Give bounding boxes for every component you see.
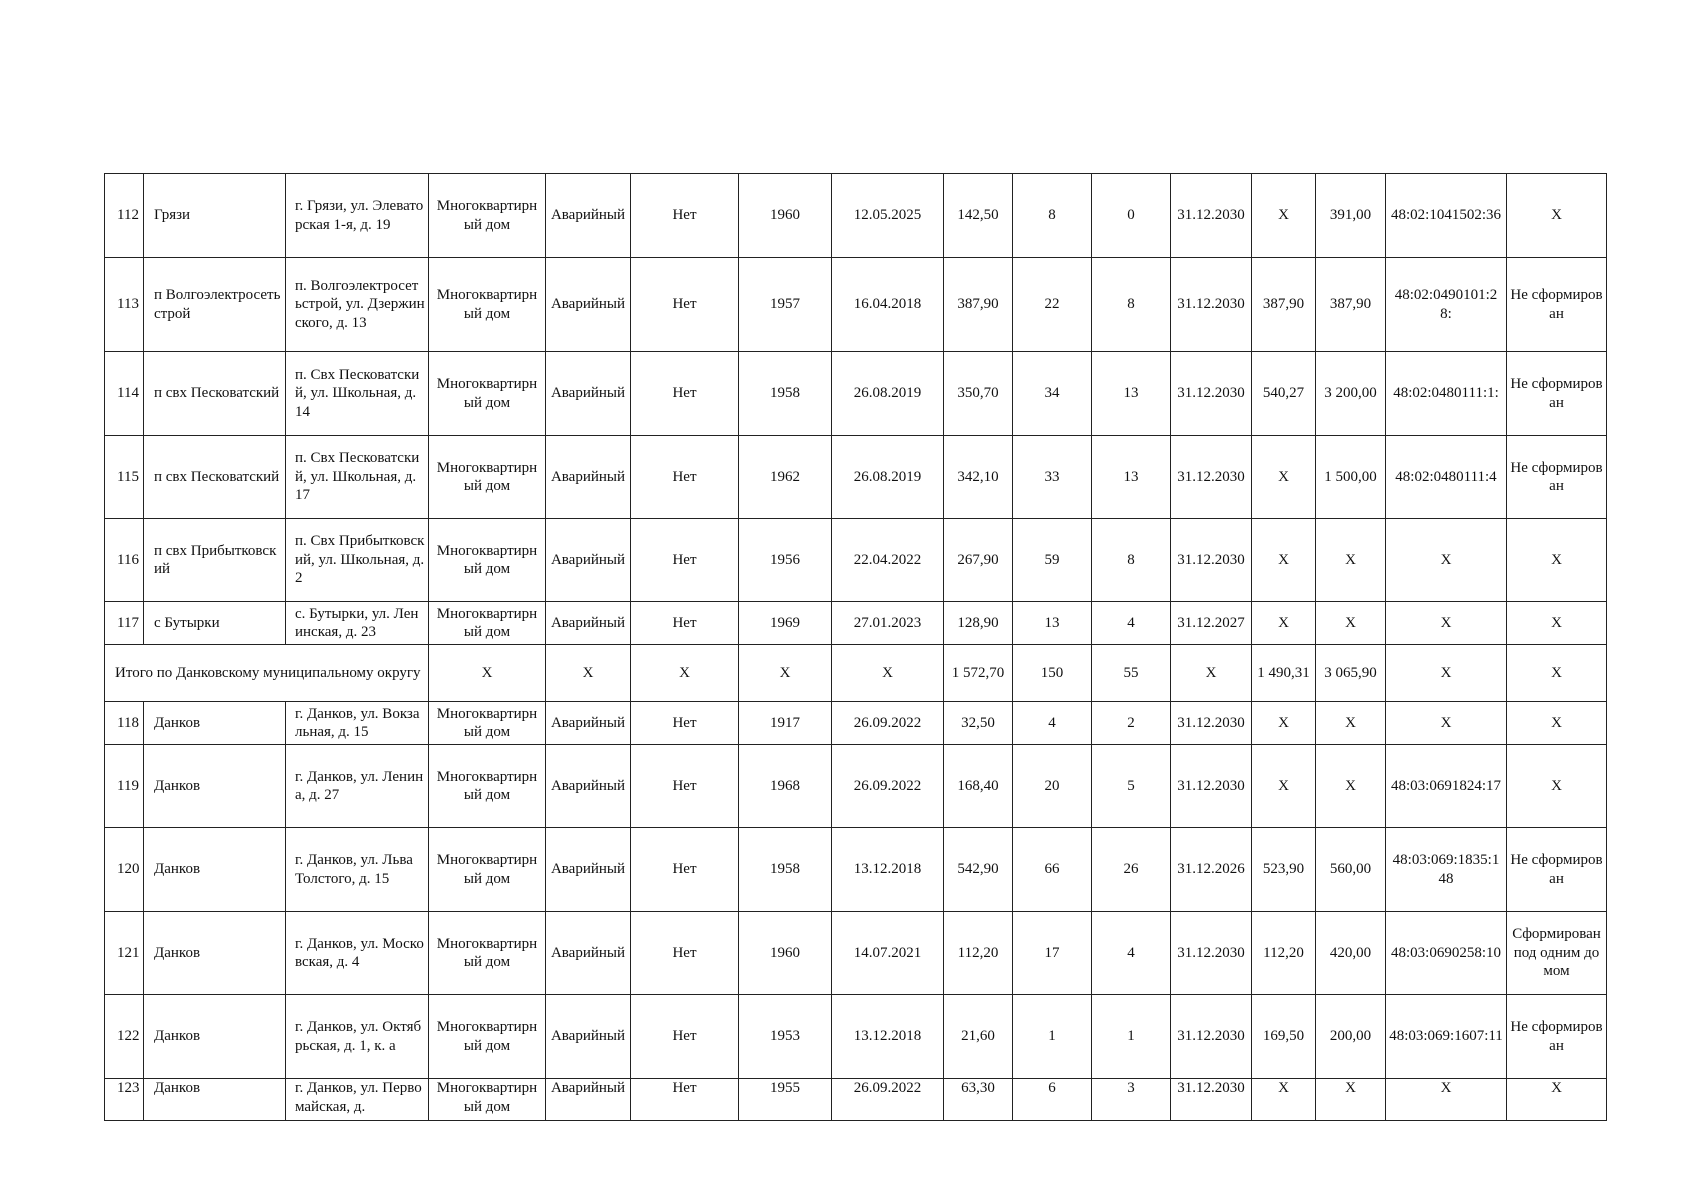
cell-building-type: Многоквартирный дом <box>429 174 546 258</box>
cell-land-area: 523,90 <box>1252 828 1316 912</box>
table-row <box>105 702 1607 745</box>
cell-residents-count: 33 <box>1013 436 1092 519</box>
cell-land-area: X <box>1252 702 1316 745</box>
cell-address: г. Данков, ул. Льва Толстого, д. 15 <box>286 828 429 912</box>
cell-cadastral-number: 48:03:069:1835:148 <box>1386 828 1507 912</box>
total-cell-recognition-date: X <box>832 645 944 702</box>
cell-building-type: Многоквартирный дом <box>429 258 546 352</box>
cell-cadastral-number: 48:02:1041502:36 <box>1386 174 1507 258</box>
cell-address: с. Бутырки, ул. Ленинская, д. 23 <box>286 602 429 645</box>
table-row <box>105 1079 1607 1121</box>
cell-settlement: Данков <box>144 995 286 1079</box>
cell-resettlement-deadline: 31.12.2026 <box>1171 828 1252 912</box>
housing-registry-table <box>104 173 1607 1121</box>
cell-land-plot-status: X <box>1507 519 1607 602</box>
cell-residents-count: 4 <box>1013 702 1092 745</box>
cell-living-area: 21,60 <box>944 995 1013 1079</box>
cell-row-number: 114 <box>105 352 144 436</box>
cell-apartments-count: 3 <box>1092 1079 1171 1121</box>
cell-land-plot-area: X <box>1316 745 1386 828</box>
cell-living-area: 32,50 <box>944 702 1013 745</box>
total-cell-cadastral-number: X <box>1386 645 1507 702</box>
cell-address: г. Данков, ул. Вокзальная, д. 15 <box>286 702 429 745</box>
cell-condition: Аварийный <box>546 174 631 258</box>
cell-build-year: 1960 <box>739 912 832 995</box>
cell-building-type: Многоквартирный дом <box>429 995 546 1079</box>
cell-heritage-status: Нет <box>631 745 739 828</box>
cell-land-area: 112,20 <box>1252 912 1316 995</box>
cell-land-plot-area: 200,00 <box>1316 995 1386 1079</box>
cell-residents-count: 22 <box>1013 258 1092 352</box>
cell-building-type: Многоквартирный дом <box>429 912 546 995</box>
cell-building-type: Многоквартирный дом <box>429 602 546 645</box>
cell-living-area: 542,90 <box>944 828 1013 912</box>
cell-recognition-date: 27.01.2023 <box>832 602 944 645</box>
cell-building-type: Многоквартирный дом <box>429 519 546 602</box>
cell-cadastral-number: 48:02:0480111:4 <box>1386 436 1507 519</box>
cell-condition: Аварийный <box>546 828 631 912</box>
cell-heritage-status: Нет <box>631 519 739 602</box>
cell-land-plot-area: 3 200,00 <box>1316 352 1386 436</box>
table-row <box>105 519 1607 602</box>
cell-row-number: 112 <box>105 174 144 258</box>
cell-row-number: 119 <box>105 745 144 828</box>
cell-build-year: 1956 <box>739 519 832 602</box>
cell-build-year: 1957 <box>739 258 832 352</box>
cell-land-plot-status: Сформирован под одним домом <box>1507 912 1607 995</box>
total-cell-residents-count: 150 <box>1013 645 1092 702</box>
cell-address: г. Данков, ул. Первомайская, д. <box>286 1079 429 1121</box>
cell-resettlement-deadline: 31.12.2027 <box>1171 602 1252 645</box>
cell-living-area: 267,90 <box>944 519 1013 602</box>
cell-heritage-status: Нет <box>631 602 739 645</box>
cell-land-plot-status: Не сформирован <box>1507 828 1607 912</box>
cell-living-area: 63,30 <box>944 1079 1013 1121</box>
cell-land-plot-area: 1 500,00 <box>1316 436 1386 519</box>
cell-apartments-count: 4 <box>1092 602 1171 645</box>
cell-cadastral-number: 48:03:069:1607:11 <box>1386 995 1507 1079</box>
cell-settlement: с Бутырки <box>144 602 286 645</box>
cell-resettlement-deadline: 31.12.2030 <box>1171 258 1252 352</box>
table-row <box>105 602 1607 645</box>
total-cell-land-plot-area: 3 065,90 <box>1316 645 1386 702</box>
cell-land-plot-status: Не сформирован <box>1507 352 1607 436</box>
cell-build-year: 1969 <box>739 602 832 645</box>
cell-row-number: 123 <box>105 1079 144 1121</box>
cell-heritage-status: Нет <box>631 174 739 258</box>
cell-build-year: 1953 <box>739 995 832 1079</box>
cell-land-area: X <box>1252 745 1316 828</box>
cell-apartments-count: 26 <box>1092 828 1171 912</box>
cell-row-number: 116 <box>105 519 144 602</box>
cell-condition: Аварийный <box>546 519 631 602</box>
cell-land-area: X <box>1252 519 1316 602</box>
cell-build-year: 1958 <box>739 352 832 436</box>
cell-resettlement-deadline: 31.12.2030 <box>1171 436 1252 519</box>
total-cell-living-area: 1 572,70 <box>944 645 1013 702</box>
cell-building-type: Многоквартирный дом <box>429 702 546 745</box>
cell-land-area: 169,50 <box>1252 995 1316 1079</box>
cell-settlement: п свх Прибытковский <box>144 519 286 602</box>
cell-land-plot-area: X <box>1316 602 1386 645</box>
table-row <box>105 745 1607 828</box>
cell-address: г. Грязи, ул. Элеваторская 1-я, д. 19 <box>286 174 429 258</box>
cell-settlement: Данков <box>144 745 286 828</box>
cell-heritage-status: Нет <box>631 912 739 995</box>
cell-settlement: Данков <box>144 828 286 912</box>
cell-recognition-date: 12.05.2025 <box>832 174 944 258</box>
cell-residents-count: 17 <box>1013 912 1092 995</box>
cell-apartments-count: 4 <box>1092 912 1171 995</box>
cell-cadastral-number: 48:02:0480111:1: <box>1386 352 1507 436</box>
cell-building-type: Многоквартирный дом <box>429 745 546 828</box>
cell-condition: Аварийный <box>546 602 631 645</box>
cell-resettlement-deadline: 31.12.2030 <box>1171 519 1252 602</box>
cell-land-plot-area: X <box>1316 519 1386 602</box>
cell-living-area: 128,90 <box>944 602 1013 645</box>
cell-building-type: Многоквартирный дом <box>429 436 546 519</box>
cell-build-year: 1917 <box>739 702 832 745</box>
cell-residents-count: 59 <box>1013 519 1092 602</box>
cell-residents-count: 8 <box>1013 174 1092 258</box>
cell-settlement: Данков <box>144 1079 286 1121</box>
cell-resettlement-deadline: 31.12.2030 <box>1171 352 1252 436</box>
cell-apartments-count: 13 <box>1092 352 1171 436</box>
cell-settlement: Данков <box>144 912 286 995</box>
cell-living-area: 387,90 <box>944 258 1013 352</box>
cell-settlement: Грязи <box>144 174 286 258</box>
cell-build-year: 1955 <box>739 1079 832 1121</box>
cell-apartments-count: 0 <box>1092 174 1171 258</box>
total-cell-heritage-status: X <box>631 645 739 702</box>
cell-heritage-status: Нет <box>631 352 739 436</box>
cell-land-plot-status: X <box>1507 1079 1607 1121</box>
cell-condition: Аварийный <box>546 745 631 828</box>
cell-apartments-count: 8 <box>1092 258 1171 352</box>
cell-land-area: 387,90 <box>1252 258 1316 352</box>
cell-recognition-date: 13.12.2018 <box>832 995 944 1079</box>
table-row <box>105 352 1607 436</box>
cell-residents-count: 6 <box>1013 1079 1092 1121</box>
cell-condition: Аварийный <box>546 995 631 1079</box>
cell-recognition-date: 22.04.2022 <box>832 519 944 602</box>
cell-address: г. Данков, ул. Октябрьская, д. 1, к. а <box>286 995 429 1079</box>
total-cell-land-area: 1 490,31 <box>1252 645 1316 702</box>
cell-recognition-date: 16.04.2018 <box>832 258 944 352</box>
total-cell-build-year: X <box>739 645 832 702</box>
table-row <box>105 995 1607 1079</box>
total-cell-resettlement-deadline: X <box>1171 645 1252 702</box>
cell-land-area: X <box>1252 602 1316 645</box>
cell-land-plot-area: 391,00 <box>1316 174 1386 258</box>
cell-condition: Аварийный <box>546 436 631 519</box>
total-cell-land-plot-status: X <box>1507 645 1607 702</box>
cell-land-plot-status: X <box>1507 745 1607 828</box>
cell-resettlement-deadline: 31.12.2030 <box>1171 912 1252 995</box>
table-row <box>105 436 1607 519</box>
cell-resettlement-deadline: 31.12.2030 <box>1171 702 1252 745</box>
cell-condition: Аварийный <box>546 912 631 995</box>
cell-cadastral-number: X <box>1386 519 1507 602</box>
cell-heritage-status: Нет <box>631 702 739 745</box>
cell-address: г. Данков, ул. Ленина, д. 27 <box>286 745 429 828</box>
cell-residents-count: 13 <box>1013 602 1092 645</box>
cell-cadastral-number: X <box>1386 1079 1507 1121</box>
cell-address: г. Данков, ул. Московская, д. 4 <box>286 912 429 995</box>
cell-recognition-date: 26.08.2019 <box>832 436 944 519</box>
cell-build-year: 1958 <box>739 828 832 912</box>
cell-land-area: X <box>1252 1079 1316 1121</box>
total-cell-condition: X <box>546 645 631 702</box>
table-body <box>105 174 1607 1121</box>
cell-living-area: 142,50 <box>944 174 1013 258</box>
cell-land-area: X <box>1252 174 1316 258</box>
cell-heritage-status: Нет <box>631 436 739 519</box>
cell-row-number: 122 <box>105 995 144 1079</box>
cell-row-number: 117 <box>105 602 144 645</box>
cell-land-plot-status: Не сформирован <box>1507 436 1607 519</box>
cell-cadastral-number: 48:03:0690258:10 <box>1386 912 1507 995</box>
cell-address: п. Волгоэлектросетьстрой, ул. Дзержинского, д. 13 <box>286 258 429 352</box>
cell-row-number: 115 <box>105 436 144 519</box>
cell-land-plot-status: Не сформирован <box>1507 258 1607 352</box>
cell-residents-count: 1 <box>1013 995 1092 1079</box>
cell-land-plot-status: X <box>1507 702 1607 745</box>
cell-heritage-status: Нет <box>631 1079 739 1121</box>
cell-heritage-status: Нет <box>631 828 739 912</box>
cell-cadastral-number: X <box>1386 702 1507 745</box>
cell-residents-count: 34 <box>1013 352 1092 436</box>
cell-living-area: 168,40 <box>944 745 1013 828</box>
total-cell-building-type: X <box>429 645 546 702</box>
cell-settlement: Данков <box>144 702 286 745</box>
cell-row-number: 118 <box>105 702 144 745</box>
cell-recognition-date: 14.07.2021 <box>832 912 944 995</box>
cell-recognition-date: 26.08.2019 <box>832 352 944 436</box>
cell-land-plot-area: 387,90 <box>1316 258 1386 352</box>
total-label: Итого по Данковскому муниципальному округу <box>105 645 429 702</box>
cell-land-area: X <box>1252 436 1316 519</box>
table-row <box>105 912 1607 995</box>
cell-recognition-date: 26.09.2022 <box>832 745 944 828</box>
cell-land-plot-area: 420,00 <box>1316 912 1386 995</box>
cell-cadastral-number: X <box>1386 602 1507 645</box>
cell-residents-count: 66 <box>1013 828 1092 912</box>
cell-build-year: 1968 <box>739 745 832 828</box>
cell-apartments-count: 1 <box>1092 995 1171 1079</box>
cell-heritage-status: Нет <box>631 258 739 352</box>
cell-condition: Аварийный <box>546 702 631 745</box>
cell-apartments-count: 13 <box>1092 436 1171 519</box>
table-total-row <box>105 645 1607 702</box>
cell-apartments-count: 8 <box>1092 519 1171 602</box>
cell-build-year: 1962 <box>739 436 832 519</box>
cell-residents-count: 20 <box>1013 745 1092 828</box>
cell-condition: Аварийный <box>546 1079 631 1121</box>
total-cell-apartments-count: 55 <box>1092 645 1171 702</box>
cell-recognition-date: 26.09.2022 <box>832 1079 944 1121</box>
cell-building-type: Многоквартирный дом <box>429 828 546 912</box>
cell-resettlement-deadline: 31.12.2030 <box>1171 995 1252 1079</box>
cell-land-plot-area: X <box>1316 1079 1386 1121</box>
cell-living-area: 342,10 <box>944 436 1013 519</box>
table-row <box>105 174 1607 258</box>
cell-resettlement-deadline: 31.12.2030 <box>1171 174 1252 258</box>
cell-settlement: п свх Песковатский <box>144 436 286 519</box>
cell-cadastral-number: 48:03:0691824:17 <box>1386 745 1507 828</box>
cell-land-plot-status: X <box>1507 602 1607 645</box>
cell-row-number: 120 <box>105 828 144 912</box>
cell-row-number: 121 <box>105 912 144 995</box>
cell-address: п. Свх Прибытковский, ул. Школьная, д. 2 <box>286 519 429 602</box>
cell-land-plot-status: Не сформирован <box>1507 995 1607 1079</box>
cell-condition: Аварийный <box>546 258 631 352</box>
cell-land-area: 540,27 <box>1252 352 1316 436</box>
cell-condition: Аварийный <box>546 352 631 436</box>
cell-living-area: 112,20 <box>944 912 1013 995</box>
cell-building-type: Многоквартирный дом <box>429 352 546 436</box>
cell-living-area: 350,70 <box>944 352 1013 436</box>
cell-settlement: п Волгоэлектросетьстрой <box>144 258 286 352</box>
table-row <box>105 828 1607 912</box>
cell-address: п. Свх Песковатский, ул. Школьная, д. 17 <box>286 436 429 519</box>
table-row <box>105 258 1607 352</box>
cell-settlement: п свх Песковатский <box>144 352 286 436</box>
cell-recognition-date: 13.12.2018 <box>832 828 944 912</box>
cell-address: п. Свх Песковатский, ул. Школьная, д. 14 <box>286 352 429 436</box>
cell-resettlement-deadline: 31.12.2030 <box>1171 1079 1252 1121</box>
cell-row-number: 113 <box>105 258 144 352</box>
cell-cadastral-number: 48:02:0490101:28: <box>1386 258 1507 352</box>
cell-recognition-date: 26.09.2022 <box>832 702 944 745</box>
cell-apartments-count: 5 <box>1092 745 1171 828</box>
cell-heritage-status: Нет <box>631 995 739 1079</box>
cell-building-type: Многоквартирный дом <box>429 1079 546 1121</box>
cell-land-plot-area: X <box>1316 702 1386 745</box>
cell-resettlement-deadline: 31.12.2030 <box>1171 745 1252 828</box>
cell-build-year: 1960 <box>739 174 832 258</box>
cell-apartments-count: 2 <box>1092 702 1171 745</box>
cell-land-plot-status: X <box>1507 174 1607 258</box>
cell-land-plot-area: 560,00 <box>1316 828 1386 912</box>
